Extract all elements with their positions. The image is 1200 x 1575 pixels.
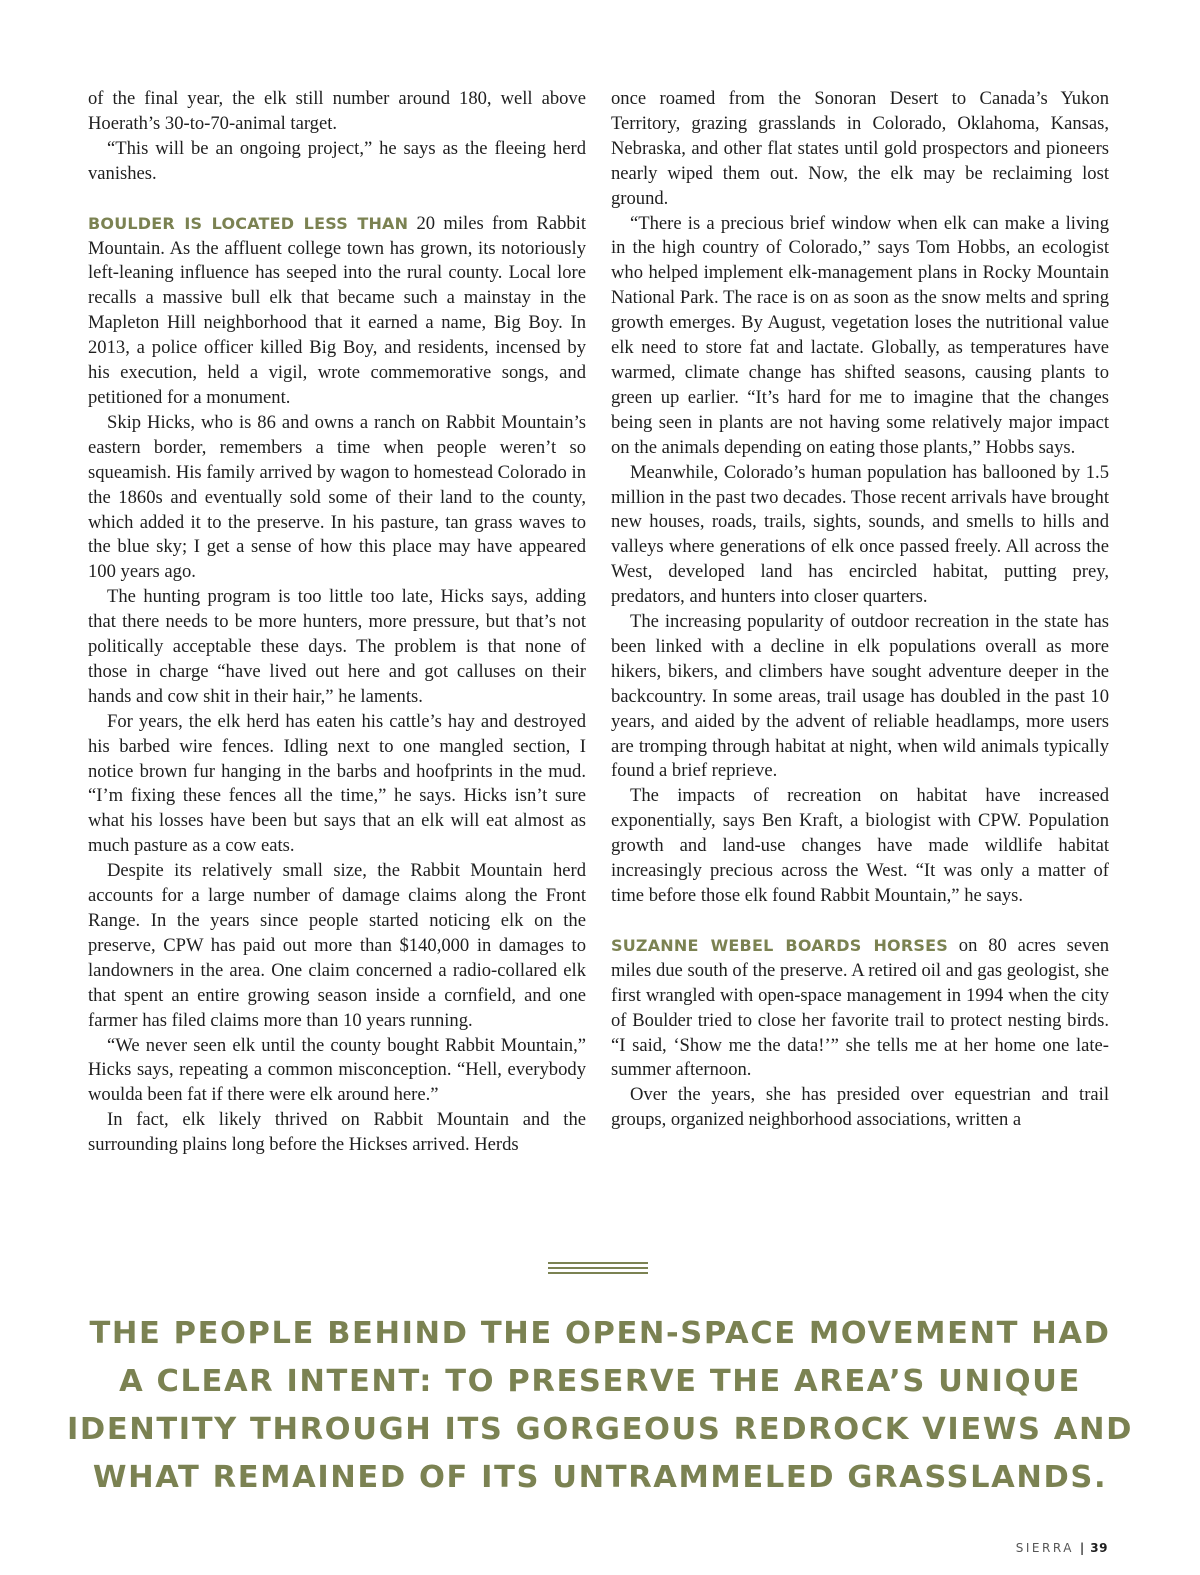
section-lead-in: SUZANNE WEBEL BOARDS HORSES — [611, 935, 948, 955]
section-body: on 80 acres seven miles due south of the preserve. A retired oil and gas geologist, she first wrangled with open-space management in 1994 when the city of Boulder tried to close her favorite trail to protect nesting birds. “I said, ‘Show me the data!’” she tells me at her home one late-summer afternoon. — [611, 934, 1109, 1081]
paragraph-1: of the final year, the elk still number around 180, well above Hoerath’s 30-to-70-animal target. — [88, 88, 586, 134]
page-footer — [1016, 1541, 1108, 1555]
pull-quote-line: A CLEAR INTENT: TO PRESERVE THE AREA’S UNIQUE — [119, 1364, 1081, 1399]
page-number: 39 — [1090, 1541, 1108, 1555]
pull-quote — [60, 1310, 1140, 1502]
paragraph-13: The increasing popularity of outdoor recreation in the state has been linked with a decline in elk populations overall as more hikers, bikers, and climbers have sought adventure deeper in the backcountry. In some areas, trail usage has doubled in the past 10 years, and aided by the advent of reliable headlamps, more users are tromping through habitat at night, when wild animals typically found a brief reprieve. — [611, 611, 1109, 782]
pull-quote-line: WHAT REMAINED OF ITS UNTRAMMELED GRASSLANDS. — [92, 1460, 1108, 1495]
section-paragraph-boulder — [88, 212, 586, 411]
section-paragraph-webel — [611, 934, 1109, 1083]
right-column — [611, 87, 1109, 1133]
paragraph-2: “This will be an ongoing project,” he says as the fleeing herd vanishes. — [88, 137, 586, 184]
pull-quote-rule — [548, 1262, 648, 1276]
paragraph-8: “We never seen elk until the county bought Rabbit Mountain,” Hicks says, repeating a common misconception. “Hell, everybody woulda been fat if there were elk around here.” — [88, 1034, 586, 1106]
paragraph-16: Over the years, she has presided over equestrian and trail groups, organized neighborhood associations, written a — [611, 1084, 1109, 1131]
section-lead-in: BOULDER IS LOCATED LESS THAN — [88, 213, 409, 233]
paragraph-11: “There is a precious brief window when elk can make a living in the high country of Colorado,” says Tom Hobbs, an ecologist who helped implement elk-management plans in Rocky Mountain National Park. The race is on as soon as the snow melts and spring growth emerges. By August, vegetation loses the nutritional value elk need to store fat and lactate. Globally, as temperatures have warmed, climate change has shifted seasons, causing plants to green up earlier. “It’s hard for me to imagine that the changes being seen in plants are not having some relatively major impact on the animals depending on eating those plants,” Hobbs says. — [611, 212, 1109, 458]
pull-quote-line: THE PEOPLE BEHIND THE OPEN-SPACE MOVEMENT HAD — [89, 1316, 1111, 1351]
paragraph-5: The hunting program is too little too late, Hicks says, adding that there needs to be more hunters, more pressure, but that’s not politically acceptable these days. The problem is that none of those in charge “have lived out here and got calluses on their hands and cow shit in their hair,” he laments. — [88, 586, 586, 707]
publication-name: SIERRA — [1015, 1541, 1074, 1555]
paragraph-12: Meanwhile, Colorado’s human population has ballooned by 1.5 million in the past two decades. Those recent arrivals have brought new houses, roads, trails, sights, sounds, and smells to hills and valleys where generations of elk once passed freely. All across the West, developed land has encircled habitat, putting prey, predators, and hunters into closer quarters. — [611, 461, 1109, 608]
footer-separator: | — [1079, 1541, 1085, 1555]
rule-line-top — [548, 1262, 648, 1264]
pull-quote-line: IDENTITY THROUGH ITS GORGEOUS REDROCK VIEWS AND — [66, 1412, 1134, 1447]
paragraph-14: The impacts of recreation on habitat have increased exponentially, says Ben Kraft, a biologist with CPW. Population growth and land-use changes have made wildlife habitat increasingly precious across the West. “It was only a matter of time before those elk found Rabbit Mountain,” he says. — [611, 785, 1109, 906]
paragraph-7: Despite its relatively small size, the Rabbit Mountain herd accounts for a large number of damage claims along the Front Range. In the years since people started noticing elk on the preserve, CPW has paid out more than $140,000 in damages to landowners in the area. One claim concerned a radio-collared elk that spent an entire growing season inside a cornfield, and one farmer has filed claims more than 10 years running. — [88, 860, 586, 1031]
left-column — [88, 87, 586, 1158]
paragraph-10: once roamed from the Sonoran Desert to Canada’s Yukon Territory, grazing grasslands in Colorado, Oklahoma, Kansas, Nebraska, and other flat states until gold prospectors and pioneers nearly wiped them out. Now, the elk may be reclaiming lost ground. — [611, 88, 1109, 209]
paragraph-9: In fact, elk likely thrived on Rabbit Mountain and the surrounding plains long before the Hickses arrived. Herds — [88, 1109, 586, 1156]
section-body: 20 miles from Rabbit Mountain. As the affluent college town has grown, its notoriously left-leaning influence has seeped into the rural county. Local lore recalls a massive bull elk that became such a mainstay in the Mapleton Hill neighborhood that it earned a name, Big Boy. In 2013, a police officer killed Big Boy, and residents, incensed by his execution, held a vigil, wrote commemorative songs, and petitioned for a monument. — [88, 212, 586, 408]
paragraph-6: For years, the elk herd has eaten his cattle’s hay and destroyed his barbed wire fences. Idling next to one mangled section, I notice brown fur hanging in the barbs and hoofprints in the mud. “I’m fixing these fences all the time,” he says. Hicks isn’t sure what his losses have been but says that an elk will eat almost as much pasture as a cow eats. — [88, 710, 586, 857]
rule-line-middle — [548, 1267, 648, 1269]
paragraph-4: Skip Hicks, who is 86 and owns a ranch on Rabbit Mountain’s eastern border, remembers a time when people weren’t so squeamish. His family arrived by wagon to homestead Colorado in the 1860s and eventually sold some of their land to the county, which added it to the preserve. In his pasture, tan grass waves to the blue sky; I get a sense of how this place may have appeared 100 years ago. — [88, 411, 586, 583]
rule-line-bottom — [548, 1272, 648, 1274]
